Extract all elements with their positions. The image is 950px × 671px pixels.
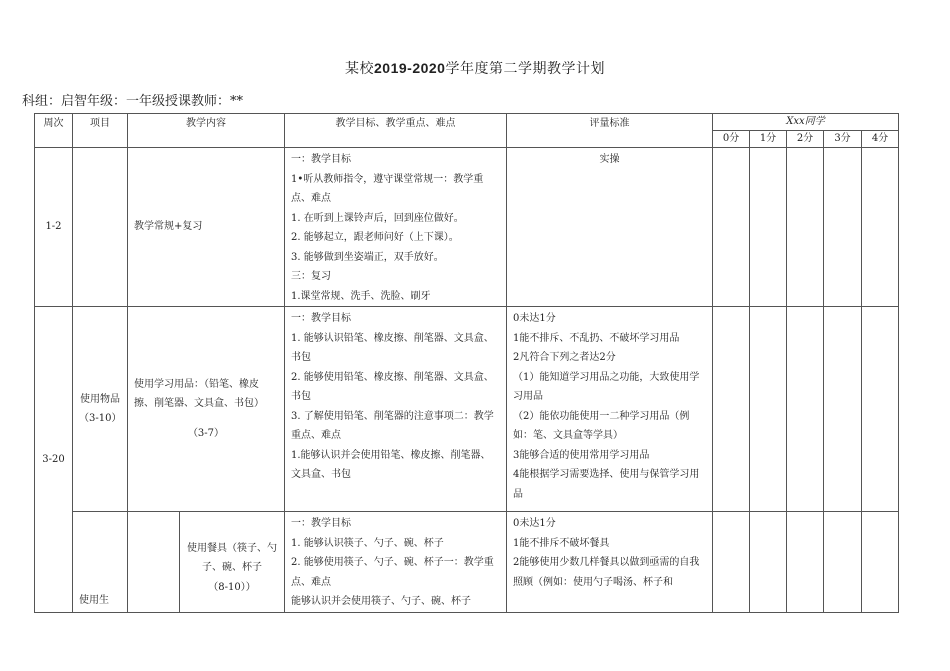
score-cell <box>750 148 787 307</box>
goal-line: 三：复习 <box>291 271 331 282</box>
subject-line: 科组：启智年级：一年级授课教师：** <box>22 94 244 109</box>
row2-criteria <box>507 307 713 512</box>
score-1: 1分 <box>750 131 787 148</box>
header-criteria: 评量标准 <box>507 114 713 148</box>
row2-content <box>128 307 285 512</box>
header-goals: 教学目标、教学重点、难点 <box>285 114 507 148</box>
goal-line: 1.课堂常规、洗手、洗脸、刷牙 <box>291 290 431 302</box>
criteria-line: 实操 <box>599 154 620 165</box>
table-row <box>35 148 899 307</box>
criteria-line: 2凡符合下列之者达2分 <box>513 352 616 363</box>
criteria-line: 0未达1分 <box>513 313 556 324</box>
score-4: 4分 <box>862 131 899 148</box>
score-cell <box>862 148 899 307</box>
criteria-line: （2）能依功能使用一二种学习用品（例如：笔、文具盒等学具） <box>513 410 690 441</box>
score-cell <box>824 512 862 613</box>
row3-goals <box>285 512 507 613</box>
header-row <box>35 114 899 131</box>
row1-week: 1-2 <box>35 148 73 307</box>
header-student: Xxx同学 <box>713 114 899 131</box>
row3-criteria <box>507 512 713 613</box>
score-cell <box>713 148 750 307</box>
criteria-line: 1能不排斥不破坏餐具 <box>513 537 610 549</box>
row3-blank <box>128 512 180 613</box>
criteria-line: 2能够使用少数几样餐具以做到亟需的自我照顾（例如：使用勺子喝汤、杯子和 <box>513 557 700 588</box>
title-year: 2019-2020 <box>374 60 446 76</box>
goal-line: 1.能够认识并会使用铅笔、橡皮擦、削笔器、文具盒、书包 <box>291 449 491 480</box>
score-cell <box>787 512 824 613</box>
row2-goals <box>285 307 507 512</box>
goal-line: 能够认识并会使用筷子、勺子、碗、杯子 <box>291 596 471 607</box>
criteria-line: 0未达1分 <box>513 518 556 529</box>
row1-criteria <box>507 148 713 307</box>
header-content: 教学内容 <box>128 114 285 148</box>
score-0: 0分 <box>713 131 750 148</box>
criteria-line: 4能根据学习需要选择、使用与保管学习用品 <box>513 469 700 500</box>
goal-line: 1•听从教师指令，遵守课堂常规一：教学重点、难点 <box>291 173 484 204</box>
title-suffix: 学年度第二学期教学计划 <box>445 61 605 77</box>
row2-week: 3-20 <box>35 307 73 613</box>
score-cell <box>713 512 750 613</box>
table-row <box>35 307 899 512</box>
header-week: 周次 <box>35 114 73 148</box>
row3-content <box>180 512 285 613</box>
score-cell <box>862 307 899 512</box>
goal-line: 2. 能够使用筷子、勺子、碗、杯子一：教学重点、难点 <box>291 557 494 588</box>
goal-line: 2. 能够使用铅笔、橡皮擦、削笔器、文具盒、书包 <box>291 371 494 402</box>
goal-line: 2. 能够起立，跟老师问好（上下课）。 <box>291 232 459 243</box>
row1-content: 教学常规+复习 <box>128 148 285 307</box>
score-cell <box>824 307 862 512</box>
score-cell <box>787 307 824 512</box>
criteria-line: 3能够合适的使用常用学习用品 <box>513 449 650 461</box>
criteria-line: 1能不排斥、不乱扔、不破坏学习用品 <box>513 332 680 344</box>
row1-item <box>73 148 128 307</box>
header-item: 项目 <box>73 114 128 148</box>
content-range: （8-10）） <box>208 581 256 593</box>
criteria-line: （1）能知道学习用品之功能，大致使用学习用品 <box>513 371 700 402</box>
goal-line: 一：教学目标 <box>291 154 351 165</box>
score-cell <box>750 512 787 613</box>
row1-goals <box>285 148 507 307</box>
goal-line: 一：教学目标 <box>291 518 351 529</box>
content-text: 使用餐具（筷子、勺子、碗、杯子 <box>187 542 277 573</box>
goal-line: 1. 能够认识铅笔、橡皮擦、削笔器、文具盒、书包 <box>291 332 494 363</box>
table-row <box>35 512 899 613</box>
content-text: 使用学习用品：（铅笔、橡皮擦、削笔器、文具盒、书包） <box>134 378 264 410</box>
score-2: 2分 <box>787 131 824 148</box>
score-cell <box>824 148 862 307</box>
goal-line: 1. 能够认识筷子、勺子、碗、杯子 <box>291 537 444 549</box>
score-3: 3分 <box>824 131 862 148</box>
goal-line: 3. 了解使用铅笔、削笔器的注意事项二：教学重点、难点 <box>291 410 494 441</box>
score-cell <box>787 148 824 307</box>
score-cell <box>862 512 899 613</box>
row2-item: 使用物品（3-10） <box>73 307 128 512</box>
content-range: （3-7） <box>187 427 225 439</box>
title-prefix: 某校 <box>345 61 375 77</box>
score-cell <box>713 307 750 512</box>
goal-line: 3. 能够做到坐姿端正，双手放好。 <box>291 251 444 263</box>
row3-item: 使用生 <box>73 512 128 613</box>
teaching-plan-table <box>34 113 899 613</box>
page-title <box>0 58 950 78</box>
goal-line: 1. 在听到上课铃声后，回到座位做好。 <box>291 212 464 224</box>
goal-line: 一：教学目标 <box>291 313 351 324</box>
score-cell <box>750 307 787 512</box>
